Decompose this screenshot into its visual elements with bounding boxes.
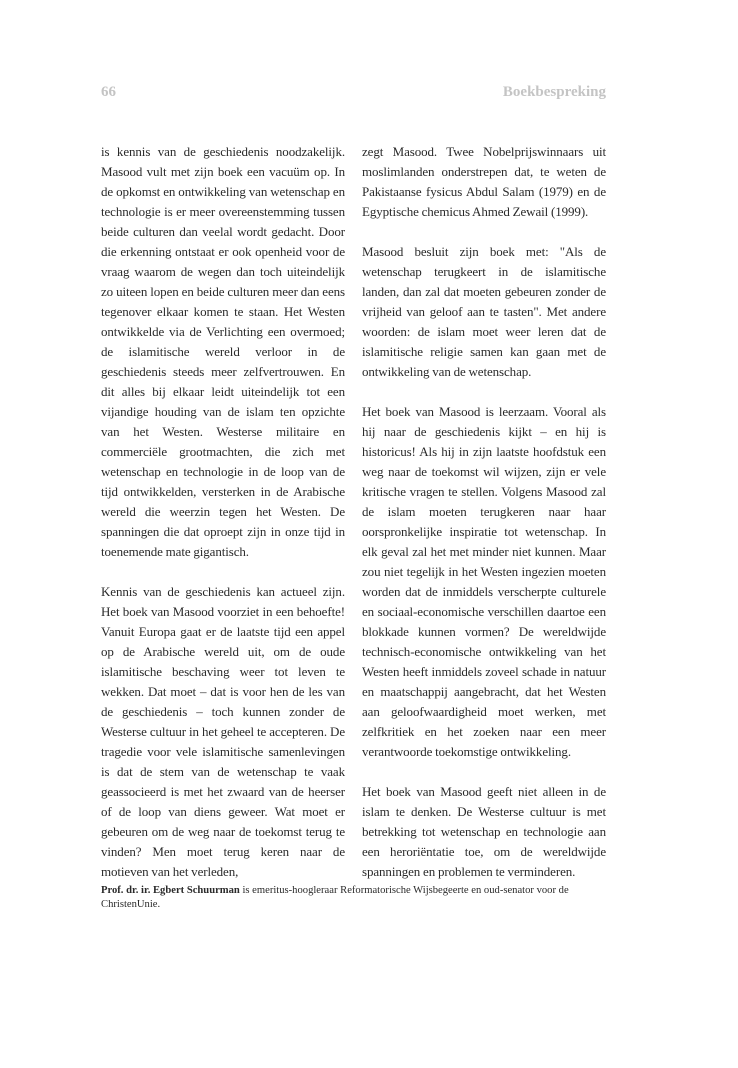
paragraph: is kennis van de geschiedenis noodzakelijk. Masood vult met zijn boek een vacuüm op. In de opkomst en ontwikkeling van wetenschap en technologie is er meer overeenstemming tussen beide culturen dan veelal wordt gedacht. Door die erkenning ontstaat er ook openheid voor de vraag waarom de wegen dan toch uiteindelijk zo uiteen lopen en beide culturen meer dan eens tegenover elkaar komen te staan. Het Westen ontwikkelde via de Verlichting een overmoed; de islamitische wereld verloor in de geschiedenis steeds meer zelfvertrouwen. En dit alles bij elkaar leidt uiteindelijk tot een vijandige houding van de islam ten opzichte van het Westen. Westerse militaire en commerciële grootmachten, die zich met wetenschap en technologie in de loop van de tijd ontwikkelden, versterken in de Arabische wereld die weerzin tegen het Westen. De spanningen die dat oproept zijn in onze tijd in toenemende mate gigantisch. — [101, 144, 345, 559]
left-column — [101, 142, 345, 882]
right-column — [362, 142, 606, 882]
paragraph: Kennis van de geschiedenis kan actueel zijn. Het boek van Masood voorziet in een behoefte! Vanuit Europa gaat er de laatste tijd een appel op de Arabische wereld uit, om de oude islamitische beschaving weer tot leven te wekken. Dat moet – dat is voor hen de les van de geschiedenis – toch kunnen zonder de Westerse cultuur in het geheel te accepteren. De tragedie voor vele islamitische samenlevingen is dat de stem van de wetenschap te vaak geassocieerd is met het zwaard van de heerser of de loop van diens geweer. Wat moet er gebeuren om de weg naar de toekomst terug te vinden? Men moet terug keren naar de motieven van het verleden, — [101, 584, 345, 879]
author-description: is emeritus-hoogleraar Reformatorische Wijsbegeerte en oud-senator voor de ChristenUnie. — [101, 885, 569, 910]
paragraph: zegt Masood. Twee Nobelprijswinnaars uit moslimlanden onderstrepen dat, te weten de Pakistaanse fysicus Abdul Salam (1979) en de Egyptische chemicus Ahmed Zewail (1999). — [362, 144, 606, 219]
author-footnote — [101, 884, 609, 912]
page-number: 66 — [101, 84, 116, 100]
paragraph: Masood besluit zijn boek met: "Als de wetenschap terugkeert in de islamitische landen, dan zal dat moeten gebeuren zonder de vrijheid van geloof aan te tasten". Met andere woorden: de islam moet weer leren dat de islamitische religie samen kan gaan met de ontwikkeling van de wetenschap. — [362, 244, 606, 379]
paragraph: Het boek van Masood is leerzaam. Vooral als hij naar de geschiedenis kijkt – en hij is historicus! Als hij in zijn laatste hoofdstuk een weg naar de toekomst wil wijzen, zijn er vele kritische vragen te stellen. Volgens Masood zal de islam moeten terugkeren naar haar oorspronkelijke inspiratie tot wetenschap. In elk geval zal het met minder niet kunnen. Maar zou niet tegelijk in het Westen ingezien moeten worden dat de inmiddels verscherpte culturele en sociaal-economische verschillen daartoe een blokkade kunnen vormen? De wereldwijde technisch-economische ontwikkeling van het Westen heeft inmiddels zoveel schade in natuur en maatschappij aangebracht, dat het Westen aan geloofwaardigheid moet werken, met zelfkritiek en het zoeken naar een meer verantwoorde toekomstige ontwikkeling. — [362, 404, 606, 759]
section-title: Boekbespreking — [502, 84, 606, 100]
page-header — [101, 84, 606, 106]
paragraph: Het boek van Masood geeft niet alleen in de islam te denken. De Westerse cultuur is met betrekking tot wetenschap en technologie aan een heroriëntatie toe, om de wereldwijde spanningen en problemen te verminderen. — [362, 784, 606, 879]
author-name: Prof. dr. ir. Egbert Schuurman — [101, 885, 240, 896]
